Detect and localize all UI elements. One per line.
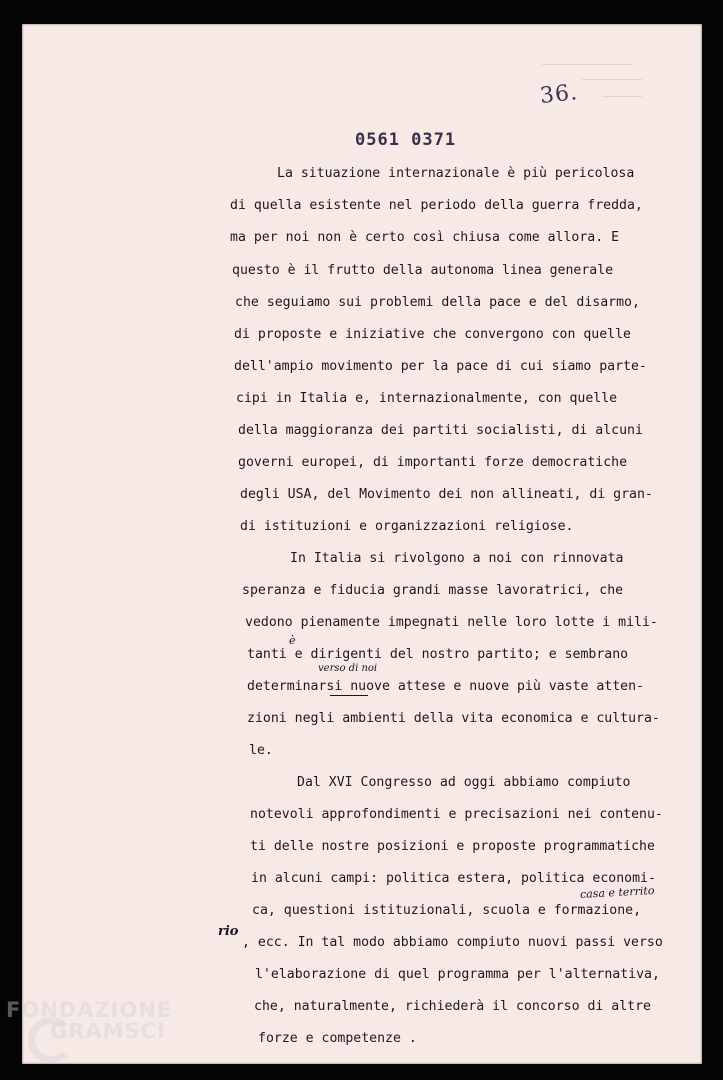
text-line: cipi in Italia e, internazionalmente, con quelle bbox=[236, 391, 618, 406]
handwritten-page-number: 36. bbox=[538, 80, 580, 109]
text-line: ti delle nostre posizioni e proposte programmatiche bbox=[250, 839, 655, 854]
paper-mark bbox=[582, 79, 642, 80]
handwritten-margin-note: rio bbox=[218, 924, 239, 939]
text-line: della maggioranza dei partiti socialisti, di alcuni bbox=[238, 423, 643, 438]
text-line: speranza e fiducia grandi masse lavoratrici, che bbox=[242, 583, 624, 598]
text-line: ma per noi non è certo così chiusa come allora. E bbox=[230, 230, 620, 245]
watermark bbox=[6, 1000, 172, 1042]
text-line: vedono pienamente impegnati nelle loro lotte i mili- bbox=[245, 615, 658, 630]
archive-stamp-number: 0561 0371 bbox=[355, 130, 457, 150]
watermark-line-1: FONDAZIONE bbox=[6, 998, 173, 1022]
text-line: di proposte e iniziative che convergono con quelle bbox=[234, 327, 631, 342]
paper-mark bbox=[602, 96, 642, 97]
watermark-line-2: GRAMSCI bbox=[50, 1019, 166, 1043]
text-line: zioni negli ambienti della vita economica e cultura- bbox=[247, 711, 660, 726]
handwritten-margin-note: casa e territo bbox=[579, 884, 655, 901]
text-line: che, naturalmente, richiederà il concorso di altre bbox=[254, 999, 651, 1014]
text-line: le. bbox=[249, 743, 273, 758]
paper-mark bbox=[542, 64, 632, 65]
handwritten-insertion: verso di noi bbox=[318, 663, 378, 674]
text-line: questo è il frutto della autonoma linea generale bbox=[232, 263, 614, 278]
text-line: governi europei, di importanti forze democratiche bbox=[238, 455, 628, 470]
text-line: dell'ampio movimento per la pace di cui siamo parte- bbox=[234, 359, 647, 374]
text-line: tanti e dirigenti del nostro partito; e sembrano bbox=[247, 647, 629, 662]
handwritten-insertion: è bbox=[289, 634, 296, 647]
text-line: determinarsi nuove attese e nuove più vaste atten- bbox=[247, 679, 644, 694]
text-line: ca, questioni istituzionali, scuola e formazione, bbox=[252, 903, 642, 918]
text-line: di quella esistente nel periodo della guerra fredda, bbox=[230, 198, 643, 213]
handwritten-underline bbox=[330, 695, 368, 696]
text-line: notevoli approfondimenti e precisazioni nei contenu- bbox=[250, 807, 663, 822]
text-line: di istituzioni e organizzazioni religiose. bbox=[240, 519, 574, 534]
text-line: In Italia si rivolgono a noi con rinnovata bbox=[290, 551, 624, 566]
text-line: degli USA, del Movimento dei non allineati, di gran- bbox=[240, 487, 653, 502]
text-line: Dal XVI Congresso ad oggi abbiamo compiuto bbox=[297, 775, 631, 790]
text-line: forze e competenze . bbox=[258, 1031, 417, 1046]
text-line: , ecc. In tal modo abbiamo compiuto nuovi passi verso bbox=[242, 935, 663, 950]
text-line: in alcuni campi: politica estera, politica economi- bbox=[251, 871, 656, 886]
text-line: La situazione internazionale è più pericolosa bbox=[277, 166, 635, 181]
text-line: l'elaborazione di quel programma per l'alternativa, bbox=[255, 967, 660, 982]
text-line: che seguiamo sui problemi della pace e del disarmo, bbox=[235, 295, 640, 310]
